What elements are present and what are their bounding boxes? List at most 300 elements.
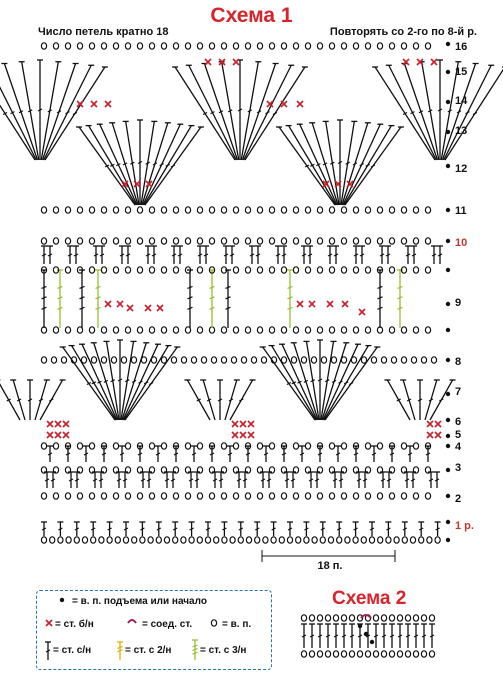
chain-stitch-symbol — [257, 443, 262, 449]
chain-stitch-symbol — [173, 327, 178, 333]
chain-stitch-symbol — [309, 615, 314, 621]
chain-stitch-symbol — [317, 238, 322, 244]
chain-stitch-symbol — [389, 43, 394, 49]
chain-stitch-symbol — [233, 238, 238, 244]
chain-stitch-symbol — [233, 207, 238, 213]
chain-stitch-symbol — [269, 327, 274, 333]
chain-stitch-symbol — [413, 493, 418, 499]
chain-stitch-symbol — [66, 537, 71, 543]
chain-stitch-symbol — [50, 537, 55, 543]
chain-stitch-symbol — [41, 537, 46, 543]
single-crochet-symbol — [47, 432, 53, 438]
chain-stitch-symbol — [317, 615, 322, 621]
chain-stitch-symbol — [221, 493, 226, 499]
row-label-11: 11 — [455, 205, 467, 217]
chain-stitch-symbol — [421, 357, 426, 363]
chain-stitch-symbol — [245, 267, 250, 273]
single-crochet-symbol — [232, 421, 238, 427]
legend-dc-label: = ст. с/н — [53, 645, 92, 656]
chain-stitch-symbol — [197, 537, 202, 543]
single-crochet-symbol — [248, 421, 254, 427]
chain-stitch-symbol — [377, 207, 382, 213]
chain-stitch-symbol — [51, 357, 56, 363]
chain-stitch-symbol — [41, 207, 46, 213]
chain-stitch-symbol — [293, 443, 298, 449]
chain-stitch-symbol — [269, 493, 274, 499]
chain-stitch-symbol — [421, 615, 426, 621]
chain-stitch-symbol — [257, 207, 262, 213]
row-label-13: 13 — [455, 125, 468, 137]
chain-stitch-symbol — [185, 238, 190, 244]
chain-stitch-symbol — [137, 327, 142, 333]
chain-stitch-symbol — [333, 615, 338, 621]
single-crochet-symbol — [205, 59, 211, 65]
chain-stitch-symbol — [365, 238, 370, 244]
chain-stitch-symbol — [91, 537, 96, 543]
single-crochet-symbol — [427, 432, 433, 438]
chain-stitch-symbol — [81, 357, 86, 363]
chain-stitch-symbol — [301, 615, 306, 621]
chain-stitch-symbol — [425, 327, 430, 333]
chain-stitch-symbol — [149, 43, 154, 49]
chain-stitch-symbol — [205, 537, 210, 543]
chain-stitch-symbol — [209, 238, 214, 244]
chain-stitch-symbol — [381, 651, 386, 657]
legend-sc-label: = ст. б/н — [55, 619, 94, 630]
chain-stitch-symbol — [413, 615, 418, 621]
chain-stitch-symbol — [269, 267, 274, 273]
single-crochet-symbol — [297, 301, 303, 307]
chain-stitch-symbol — [317, 327, 322, 333]
chain-stitch-symbol — [317, 651, 322, 657]
chain-stitch-symbol — [173, 43, 178, 49]
chain-stitch-symbol — [91, 357, 96, 363]
chain-stitch-symbol — [305, 267, 310, 273]
chain-stitch-symbol — [149, 327, 154, 333]
chain-stitch-symbol — [257, 43, 262, 49]
chain-stitch-symbol — [429, 651, 434, 657]
single-crochet-symbol — [91, 101, 97, 107]
chain-stitch-symbol — [149, 493, 154, 499]
single-crochet-symbol — [359, 309, 365, 315]
chain-stitch-symbol — [113, 207, 118, 213]
chain-stitch-symbol — [191, 357, 196, 363]
chain-stitch-symbol — [149, 207, 154, 213]
lift-chain-symbol — [446, 520, 450, 524]
single-crochet-symbol — [127, 305, 133, 311]
lift-chain-symbol — [446, 208, 450, 212]
chain-stitch-symbol — [245, 207, 250, 213]
chain-stitch-symbol — [329, 207, 334, 213]
chain-stitch-symbol — [413, 207, 418, 213]
chain-stitch-symbol — [317, 267, 322, 273]
row-label-16: 16 — [455, 41, 468, 53]
chain-stitch-symbol — [351, 357, 356, 363]
chain-stitch-symbol — [329, 267, 334, 273]
chain-stitch-symbol — [429, 615, 434, 621]
chain-stitch-symbol — [107, 537, 112, 543]
chain-stitch-symbol — [341, 267, 346, 273]
chain-stitch-symbol — [281, 238, 286, 244]
chain-stitch-symbol — [341, 615, 346, 621]
chain-stitch-symbol — [361, 537, 366, 543]
scheme-2-title: Схема 2 — [332, 588, 407, 609]
chain-stitch-symbol — [137, 493, 142, 499]
chain-stitch-symbol — [401, 493, 406, 499]
chain-stitch-symbol — [185, 443, 190, 449]
single-crochet-symbol — [134, 181, 140, 187]
chain-stitch-symbol — [41, 443, 46, 449]
chain-stitch-symbol — [291, 357, 296, 363]
chain-stitch-symbol — [241, 357, 246, 363]
chain-stitch-symbol — [185, 43, 190, 49]
chain-stitch-symbol — [413, 267, 418, 273]
single-crochet-symbol — [55, 432, 61, 438]
single-crochet-symbol — [240, 432, 246, 438]
legend-dtr-label: = ст. с 3/н — [200, 645, 247, 656]
single-crochet-symbol — [55, 421, 61, 427]
chain-stitch-symbol — [394, 537, 399, 543]
chain-stitch-symbol — [371, 357, 376, 363]
chain-stitch-symbol — [221, 327, 226, 333]
stitch-multiple-note: Число петель кратно 18 — [38, 26, 169, 38]
row-label-9: 9 — [455, 297, 462, 309]
chain-stitch-symbol — [389, 493, 394, 499]
chain-stitch-symbol — [113, 267, 118, 273]
chain-stitch-symbol — [161, 43, 166, 49]
chain-stitch-symbol — [425, 43, 430, 49]
chain-stitch-symbol — [365, 43, 370, 49]
row-label-8: 8 — [455, 356, 462, 368]
single-crochet-symbol — [431, 59, 437, 65]
chain-stitch-symbol — [305, 207, 310, 213]
chain-stitch-symbol — [271, 537, 276, 543]
legend-lift-label: = в. п. подъема или начало — [72, 596, 207, 607]
chain-stitch-symbol — [245, 327, 250, 333]
chain-stitch-symbol — [197, 238, 202, 244]
chain-stitch-symbol — [341, 207, 346, 213]
chain-stitch-symbol — [386, 537, 391, 543]
single-crochet-symbol — [327, 301, 333, 307]
chain-stitch-symbol — [413, 43, 418, 49]
chain-stitch-symbol — [125, 327, 130, 333]
chain-stitch-symbol — [305, 493, 310, 499]
chain-stitch-symbol — [365, 267, 370, 273]
single-crochet-symbol — [63, 432, 69, 438]
chain-stitch-symbol — [269, 207, 274, 213]
chain-stitch-symbol — [281, 357, 286, 363]
chain-stitch-symbol — [293, 327, 298, 333]
chain-stitch-symbol — [381, 615, 386, 621]
chain-stitch-symbol — [53, 238, 58, 244]
chain-stitch-symbol — [245, 43, 250, 49]
chain-stitch-symbol — [317, 43, 322, 49]
chain-stitch-symbol — [309, 651, 314, 657]
lift-chain-symbol — [364, 632, 368, 636]
chain-stitch-symbol — [365, 493, 370, 499]
single-crochet-symbol — [427, 421, 433, 427]
chain-stitch-symbol — [320, 537, 325, 543]
chain-stitch-symbol — [185, 207, 190, 213]
single-crochet-symbol — [232, 432, 238, 438]
lift-chain-symbol — [446, 418, 450, 422]
row-label-3: 3 — [455, 462, 462, 474]
chain-stitch-symbol — [269, 238, 274, 244]
legend-chain-label: = в. п. — [222, 619, 252, 630]
chain-stitch-symbol — [161, 207, 166, 213]
chain-stitch-symbol — [269, 443, 274, 449]
chain-stitch-symbol — [197, 443, 202, 449]
lift-chain-symbol — [370, 640, 374, 644]
chain-stitch-symbol — [65, 493, 70, 499]
chain-stitch-symbol — [121, 357, 126, 363]
chain-stitch-symbol — [41, 238, 46, 244]
chain-stitch-symbol — [401, 327, 406, 333]
chain-stitch-symbol — [89, 267, 94, 273]
chain-stitch-symbol — [123, 537, 128, 543]
chain-stitch-symbol — [149, 238, 154, 244]
chain-stitch-symbol — [405, 651, 410, 657]
single-crochet-symbol — [281, 101, 287, 107]
chain-stitch-symbol — [377, 443, 382, 449]
chain-stitch-symbol — [89, 493, 94, 499]
chain-stitch-symbol — [156, 537, 161, 543]
chain-stitch-symbol — [378, 537, 383, 543]
chain-stitch-symbol — [377, 493, 382, 499]
chain-stitch-symbol — [233, 493, 238, 499]
row-label-7: 7 — [455, 386, 462, 398]
chain-stitch-symbol — [125, 267, 130, 273]
chain-stitch-symbol — [181, 537, 186, 543]
chain-stitch-symbol — [246, 537, 251, 543]
chain-stitch-symbol — [53, 327, 58, 333]
chain-stitch-symbol — [137, 267, 142, 273]
chain-stitch-symbol — [353, 43, 358, 49]
chain-stitch-symbol — [173, 238, 178, 244]
chain-stitch-symbol — [401, 357, 406, 363]
chain-stitch-symbol — [209, 43, 214, 49]
chain-stitch-symbol — [149, 443, 154, 449]
chain-stitch-symbol — [365, 327, 370, 333]
chain-stitch-symbol — [125, 43, 130, 49]
chain-stitch-symbol — [425, 493, 430, 499]
single-crochet-symbol — [105, 301, 111, 307]
chain-stitch-symbol — [365, 651, 370, 657]
chain-stitch-symbol — [137, 207, 142, 213]
single-crochet-symbol — [342, 301, 348, 307]
chain-stitch-symbol — [317, 207, 322, 213]
chain-stitch-symbol — [365, 207, 370, 213]
chain-stitch-symbol — [113, 238, 118, 244]
chain-stitch-symbol — [209, 493, 214, 499]
chain-stitch-symbol — [341, 651, 346, 657]
chain-stitch-symbol — [65, 238, 70, 244]
chain-stitch-symbol — [329, 443, 334, 449]
chain-stitch-symbol — [161, 238, 166, 244]
lift-chain-symbol — [446, 538, 450, 542]
chain-stitch-symbol — [305, 327, 310, 333]
chain-stitch-symbol — [389, 238, 394, 244]
chain-stitch-symbol — [287, 537, 292, 543]
single-crochet-symbol — [233, 59, 239, 65]
repeat-rows-note: Повторять со 2-го по 8-й р. — [329, 26, 477, 38]
chain-stitch-symbol — [353, 327, 358, 333]
chain-stitch-symbol — [53, 43, 58, 49]
chain-stitch-symbol — [293, 267, 298, 273]
single-crochet-symbol — [240, 421, 246, 427]
chain-stitch-symbol — [427, 537, 432, 543]
chain-stitch-symbol — [113, 327, 118, 333]
chain-stitch-symbol — [304, 537, 309, 543]
row-label-15: 15 — [455, 66, 468, 78]
chain-stitch-symbol — [389, 651, 394, 657]
chain-stitch-symbol — [257, 493, 262, 499]
chain-stitch-symbol — [101, 493, 106, 499]
chain-stitch-symbol — [389, 267, 394, 273]
chain-stitch-symbol — [99, 537, 104, 543]
chain-stitch-symbol — [312, 537, 317, 543]
chain-stitch-symbol — [281, 327, 286, 333]
chain-stitch-symbol — [329, 327, 334, 333]
chain-stitch-symbol — [279, 537, 284, 543]
chain-stitch-symbol — [321, 357, 326, 363]
single-crochet-symbol — [309, 301, 315, 307]
repeat-span-label: 18 п. — [317, 560, 343, 572]
chain-stitch-symbol — [353, 267, 358, 273]
legend-tr-label: = ст. с 2/н — [125, 645, 172, 656]
single-crochet-symbol — [157, 305, 163, 311]
chain-stitch-symbol — [221, 443, 226, 449]
chain-stitch-symbol — [341, 443, 346, 449]
row-label-2: 2 — [455, 493, 462, 505]
lift-chain-symbol — [446, 100, 450, 104]
chain-stitch-symbol — [263, 537, 268, 543]
row-label-12: 12 — [455, 163, 468, 175]
chain-stitch-symbol — [82, 537, 87, 543]
lift-chain-symbol — [446, 434, 450, 438]
chain-stitch-symbol — [89, 238, 94, 244]
chain-stitch-symbol — [373, 651, 378, 657]
chain-stitch-symbol — [425, 267, 430, 273]
chain-stitch-symbol — [65, 327, 70, 333]
chain-stitch-symbol — [221, 357, 226, 363]
chain-stitch-symbol — [305, 43, 310, 49]
single-crochet-symbol — [117, 301, 123, 307]
chain-stitch-symbol — [173, 493, 178, 499]
chain-stitch-symbol — [397, 615, 402, 621]
chain-stitch-symbol — [211, 357, 216, 363]
chain-stitch-symbol — [401, 443, 406, 449]
lift-chain-symbol — [446, 392, 450, 396]
chain-stitch-symbol — [89, 443, 94, 449]
chain-stitch-symbol — [389, 615, 394, 621]
chain-stitch-symbol — [333, 651, 338, 657]
chain-stitch-symbol — [137, 238, 142, 244]
chain-stitch-symbol — [402, 537, 407, 543]
single-crochet-symbol — [297, 101, 303, 107]
lift-chain-symbol — [446, 494, 450, 498]
chain-stitch-symbol — [317, 493, 322, 499]
chain-stitch-symbol — [337, 537, 342, 543]
chain-stitch-symbol — [401, 238, 406, 244]
chain-stitch-symbol — [132, 537, 137, 543]
chain-stitch-symbol — [391, 357, 396, 363]
chain-stitch-symbol — [61, 357, 66, 363]
chain-stitch-symbol — [181, 357, 186, 363]
chain-stitch-symbol — [296, 537, 301, 543]
chain-stitch-symbol — [151, 357, 156, 363]
chain-stitch-symbol — [173, 537, 178, 543]
chain-stitch-symbol — [349, 615, 354, 621]
chain-stitch-symbol — [413, 327, 418, 333]
chain-stitch-symbol — [353, 207, 358, 213]
chain-stitch-symbol — [164, 537, 169, 543]
chain-stitch-symbol — [349, 651, 354, 657]
row-label-5: 5 — [455, 429, 462, 441]
lift-chain-symbol — [446, 239, 450, 243]
chain-stitch-symbol — [381, 357, 386, 363]
chain-stitch-symbol — [435, 537, 440, 543]
chain-stitch-symbol — [161, 267, 166, 273]
chain-stitch-symbol — [221, 207, 226, 213]
chain-stitch-symbol — [101, 267, 106, 273]
chain-stitch-symbol — [341, 357, 346, 363]
chain-stitch-symbol — [353, 493, 358, 499]
chain-stitch-symbol — [161, 327, 166, 333]
chain-stitch-symbol — [230, 537, 235, 543]
chain-stitch-symbol — [148, 537, 153, 543]
chain-stitch-symbol — [77, 493, 82, 499]
chain-stitch-symbol — [141, 357, 146, 363]
chain-stitch-symbol — [201, 357, 206, 363]
chain-stitch-symbol — [377, 43, 382, 49]
chain-stitch-symbol — [331, 357, 336, 363]
row-label-6: 6 — [455, 416, 462, 428]
chain-stitch-symbol — [329, 43, 334, 49]
chain-stitch-symbol — [431, 357, 436, 363]
chain-stitch-symbol — [101, 207, 106, 213]
chain-stitch-symbol — [405, 615, 410, 621]
chain-stitch-symbol — [389, 327, 394, 333]
chain-stitch-symbol — [53, 493, 58, 499]
row-label-10: 10 — [455, 237, 468, 249]
chain-stitch-symbol — [101, 327, 106, 333]
chain-stitch-symbol — [425, 238, 430, 244]
chain-stitch-symbol — [41, 43, 46, 49]
chain-stitch-symbol — [238, 537, 243, 543]
lift-chain-symbol — [446, 444, 450, 448]
chain-stitch-symbol — [305, 443, 310, 449]
chain-stitch-symbol — [233, 267, 238, 273]
chain-stitch-symbol — [255, 537, 260, 543]
chain-stitch-symbol — [269, 43, 274, 49]
chain-stitch-symbol — [257, 327, 262, 333]
row-label-4: 4 — [455, 441, 462, 453]
chain-stitch-symbol — [325, 651, 330, 657]
chain-stitch-symbol — [185, 493, 190, 499]
chain-stitch-symbol — [301, 357, 306, 363]
chain-stitch-symbol — [413, 238, 418, 244]
chain-stitch-symbol — [325, 615, 330, 621]
chain-stitch-symbol — [137, 43, 142, 49]
chain-stitch-symbol — [357, 651, 362, 657]
chain-stitch-symbol — [131, 357, 136, 363]
chain-stitch-symbol — [171, 357, 176, 363]
chain-stitch-symbol — [281, 493, 286, 499]
chain-stitch-symbol — [101, 43, 106, 49]
chain-stitch-symbol — [421, 651, 426, 657]
chain-stitch-symbol — [113, 43, 118, 49]
